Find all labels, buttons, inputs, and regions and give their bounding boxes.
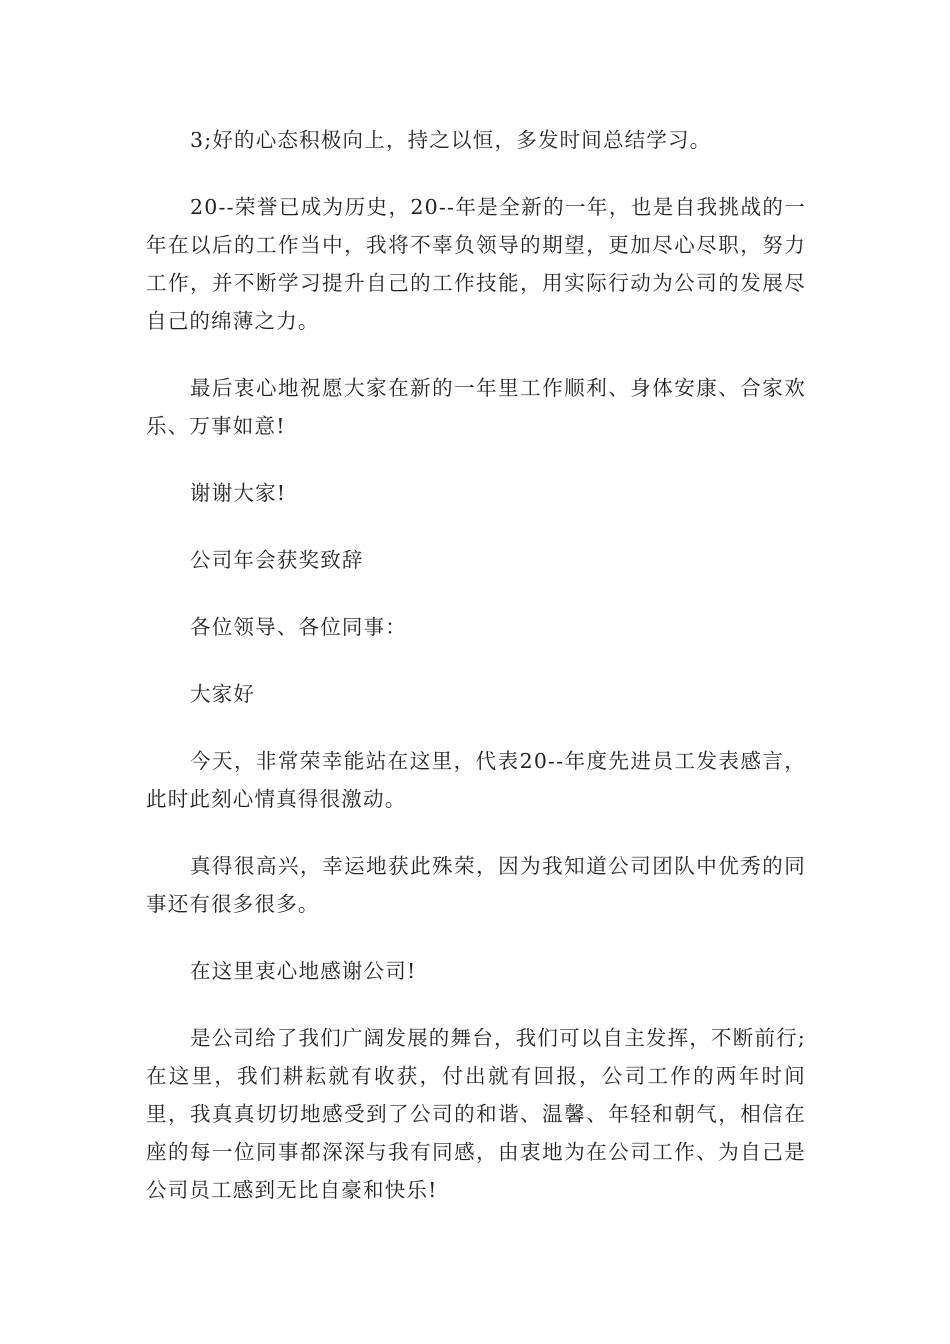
paragraph: 谢谢大家! <box>190 481 287 505</box>
paragraph: 20--荣誉已成为历史，20--年是全新的一年，也是自我挑战的一年在以后的工作当中，我将不辜负领导的期望，更加尽心尽职，努力工作，并不断学习提升自己的工作技能，用实际行动为公司的发展尽自己的绵薄之力。 <box>146 195 806 333</box>
greeting: 大家好 <box>190 682 256 706</box>
paragraph: 3;好的心态积极向上，持之以恒，多发时间总结学习。 <box>190 128 712 152</box>
speech-title: 公司年会获奖致辞 <box>190 548 364 572</box>
paragraph: 是公司给了我们广阔发展的舞台，我们可以自主发挥，不断前行;在这里，我们耕耘就有收获，付出就有回报，公司工作的两年时间里，我真真切切地感受到了公司的和谐、温馨、年轻和朝气，相信在座的每一位同事都深深与我有同感，由衷地为在公司工作、为自己是公司员工感到无比自豪和快乐! <box>146 1026 806 1202</box>
paragraph: 最后衷心地祝愿大家在新的一年里工作顺利、身体安康、合家欢乐、万事如意! <box>146 376 806 438</box>
paragraph: 今天，非常荣幸能站在这里，代表20--年度先进员工发表感言，此时此刻心情真得很激动。 <box>146 749 806 811</box>
salutation: 各位领导、各位同事： <box>190 615 407 639</box>
paragraph: 真得很高兴，幸运地获此殊荣，因为我知道公司团队中优秀的同事还有很多很多。 <box>146 854 806 916</box>
document-body <box>146 121 806 1238</box>
paragraph: 在这里衷心地感谢公司! <box>190 959 417 983</box>
